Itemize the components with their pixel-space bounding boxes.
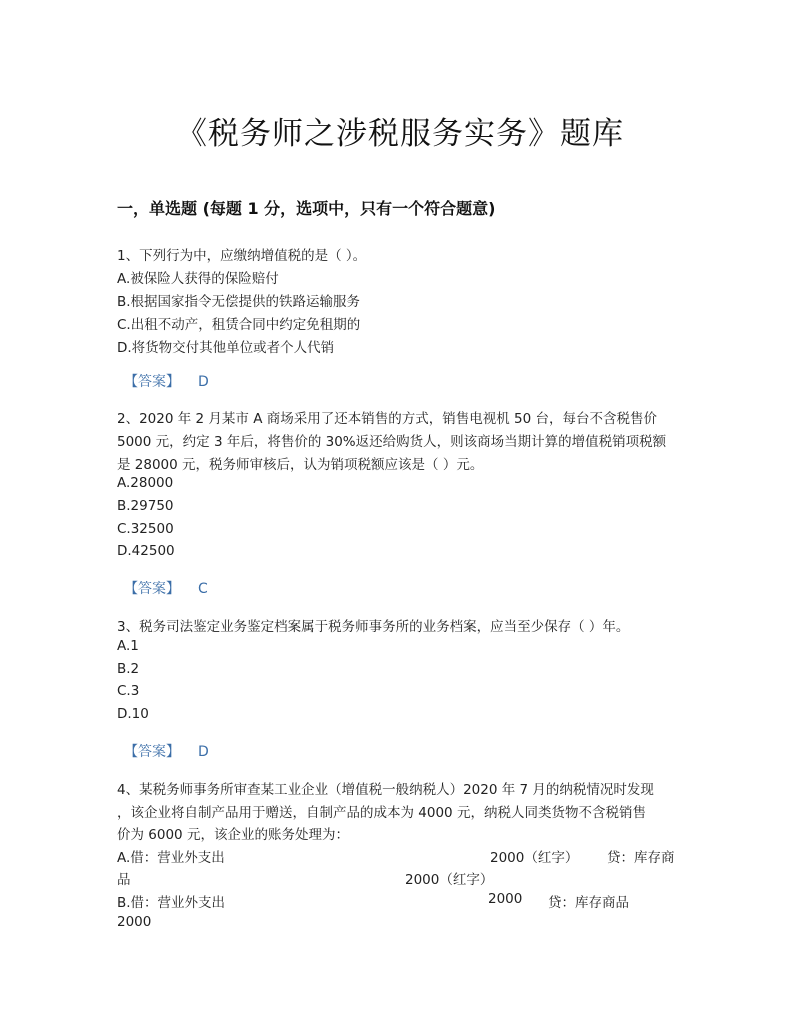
question-1-stem: 1、下列行为中，应缴纳增值税的是（ ）。	[117, 248, 367, 264]
question-3-option-b: B.2	[117, 661, 140, 677]
question-1-option-b: B.根据国家指令无偿提供的铁路运输服务	[117, 294, 361, 310]
question-4-option-a-amount: 2000（红字）	[490, 850, 579, 866]
question-3-option-a: A.1	[117, 638, 139, 654]
answer-label: 【答案】	[124, 744, 180, 760]
answer-label: 【答案】	[124, 581, 180, 597]
question-2-option-d: D.42500	[117, 543, 175, 559]
question-1-option-d: D.将货物交付其他单位或者个人代销	[117, 340, 335, 356]
section-heading: 一，单选题 (每题 1 分，选项中，只有一个符合题意)	[117, 199, 496, 218]
question-4-stem-line-1: 4、某税务师事务所审查某工业企业（增值税一般纳税人）2020 年 7 月的纳税情况时发现	[117, 782, 654, 798]
question-2-stem-line-2: 5000 元，约定 3 年后，将售价的 30%返还给购货人，则该商场当期计算的增值税销项税额	[117, 434, 667, 450]
question-4-option-a-credit-amount: 2000（红字）	[405, 872, 494, 888]
question-4-option-b-credit-amount: 2000	[117, 914, 152, 930]
page-title: 《税务师之涉税服务实务》题库	[176, 116, 624, 152]
question-2-stem-line-1: 2、2020 年 2 月某市 A 商场采用了还本销售的方式，销售电视机 50 台，每台不含税售价	[117, 411, 657, 427]
question-1-option-a: A.被保险人获得的保险赔付	[117, 271, 279, 287]
question-4-stem-line-2: ，该企业将自制产品用于赠送，自制产品的成本为 4000 元，纳税人同类货物不含税销售	[117, 805, 646, 821]
question-4-option-a-credit-cont: 品	[117, 872, 131, 888]
answer-value: D	[198, 744, 209, 760]
question-4-option-a-credit: 贷：库存商	[607, 850, 675, 866]
question-1-option-c: C.出租不动产，租赁合同中约定免租期的	[117, 317, 361, 333]
question-2-stem-line-3: 是 28000 元，税务师审核后，认为销项税额应该是（ ）元。	[117, 457, 484, 473]
question-2-option-a: A.28000	[117, 475, 174, 491]
question-4-option-b-credit: 贷：库存商品	[548, 895, 629, 911]
question-1-answer	[124, 371, 209, 391]
answer-value: C	[198, 581, 208, 597]
question-3-stem: 3、税务司法鉴定业务鉴定档案属于税务师事务所的业务档案，应当至少保存（ ）年。	[117, 619, 630, 635]
question-4-option-b-debit: B.借：营业外支出	[117, 895, 226, 911]
question-3-answer	[124, 741, 209, 761]
question-4-stem-line-3: 价为 6000 元，该企业的账务处理为：	[117, 827, 349, 843]
question-3-option-d: D.10	[117, 706, 149, 722]
question-4-option-a-debit: A.借：营业外支出	[117, 850, 225, 866]
answer-value: D	[198, 374, 209, 390]
question-2-answer	[124, 578, 208, 598]
question-2-option-c: C.32500	[117, 521, 174, 537]
question-2-option-b: B.29750	[117, 498, 174, 514]
question-3-option-c: C.3	[117, 683, 140, 699]
answer-label: 【答案】	[124, 374, 180, 390]
question-4-option-b-amount: 2000	[488, 891, 523, 907]
